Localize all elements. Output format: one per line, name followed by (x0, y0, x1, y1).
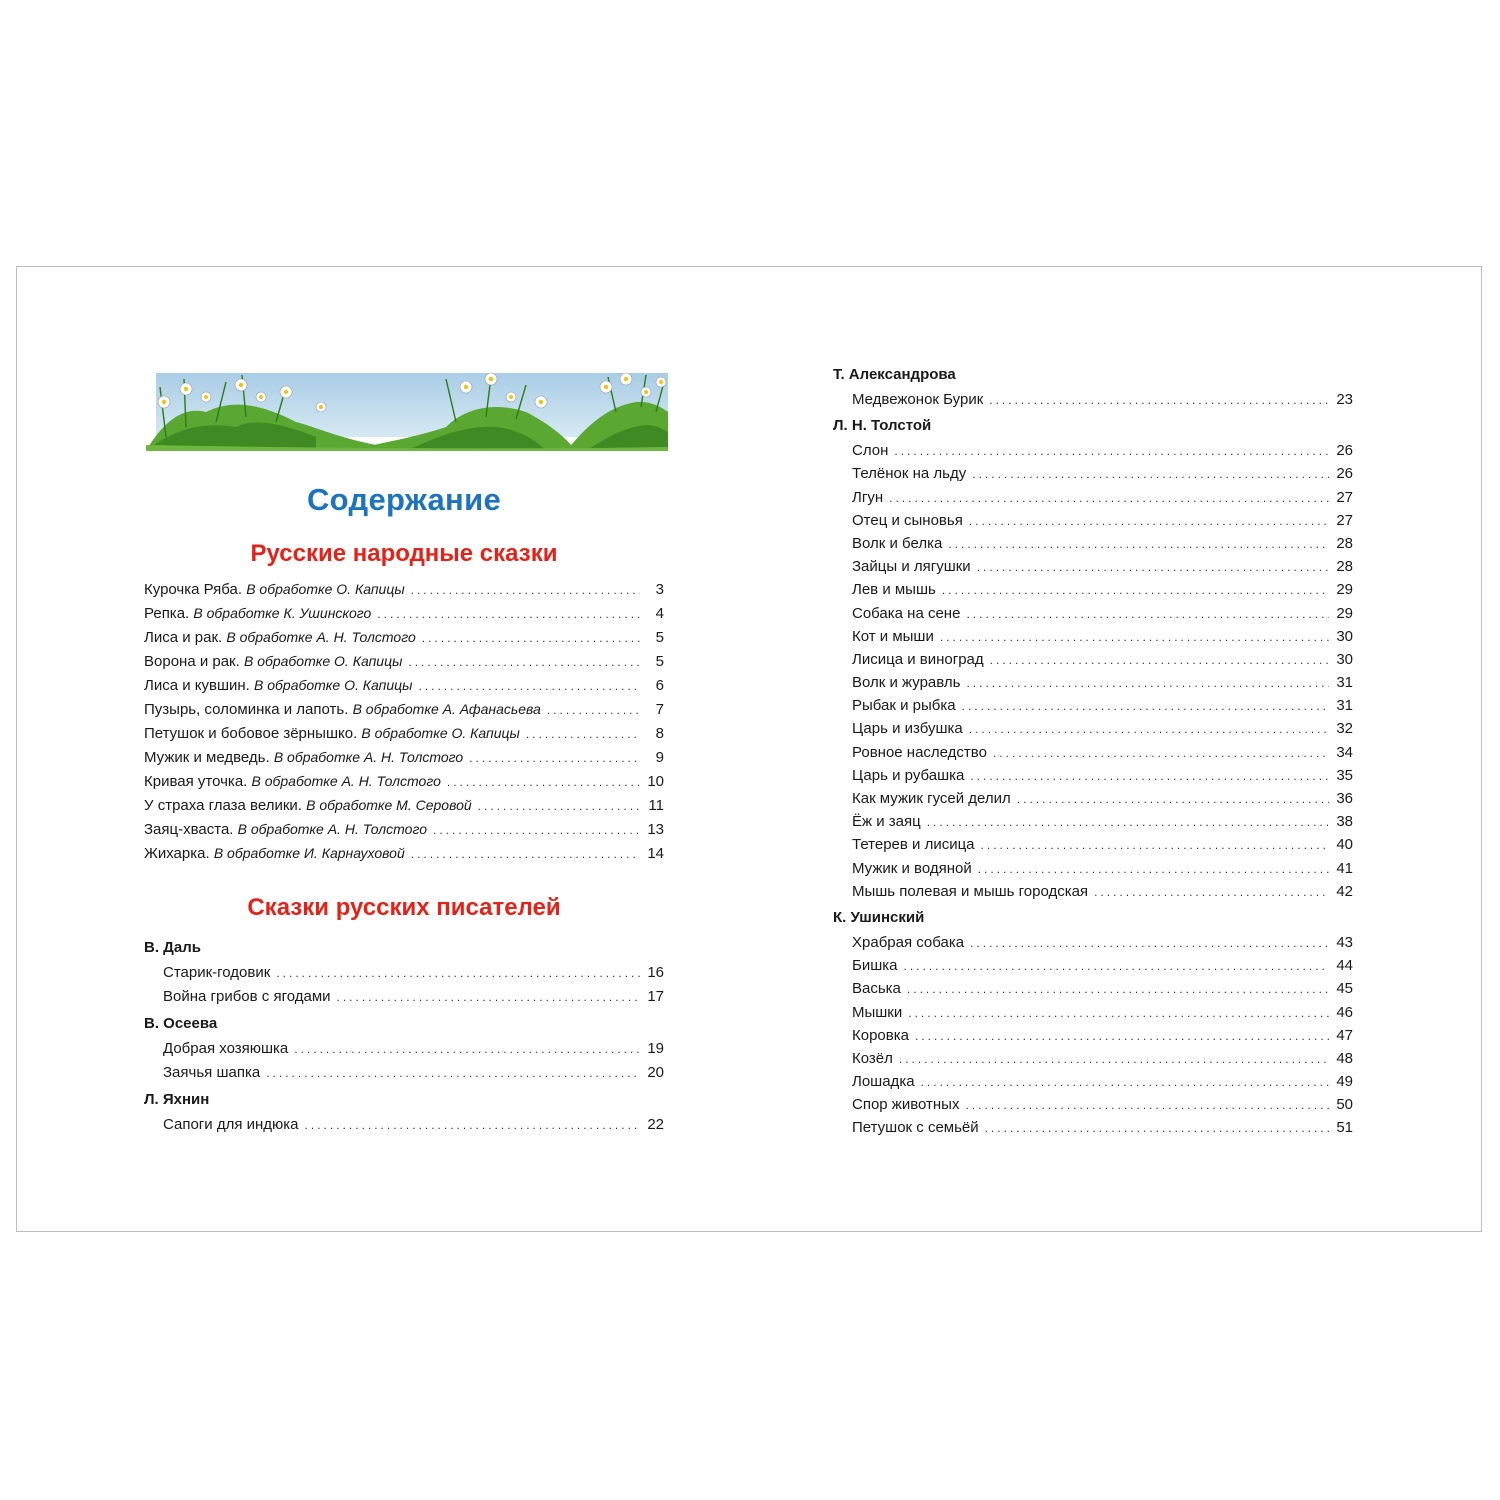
toc-entry[interactable]: Мышь полевая и мышь городская ..... 42 (833, 880, 1353, 903)
toc-folk-tales (144, 577, 664, 865)
author-name: Л. Яхнин (144, 1091, 210, 1108)
toc-entry[interactable]: Слон ..... 26 (833, 439, 1353, 462)
toc-entry[interactable]: Медвежонок Бурик ..... 23 (833, 388, 1353, 411)
toc-entry[interactable]: Заяц-хваста. В обработке А. Н. Толстого ..... 13 (144, 817, 664, 841)
author-name: К. Ушинский (833, 908, 925, 926)
toc-entry[interactable]: Васька ..... 45 (833, 977, 1353, 1000)
toc-entry[interactable]: Волк и белка ..... 28 (833, 532, 1353, 555)
toc-right (833, 360, 1353, 1140)
toc-entry[interactable]: Спор животных ..... 50 (833, 1093, 1353, 1116)
meadow-illustration (146, 367, 668, 451)
toc-entry[interactable]: Царь и рубашка ..... 35 (833, 764, 1353, 787)
toc-entry[interactable]: Царь и избушка ..... 32 (833, 717, 1353, 740)
toc-entry[interactable]: Ворона и рак. В обработке О. Капицы ..... 5 (144, 649, 664, 673)
toc-entry[interactable]: Телёнок на льду ..... 26 (833, 462, 1353, 485)
toc-entry[interactable]: Заячья шапка ..... 20 (144, 1061, 664, 1085)
toc-entry[interactable]: Лисица и виноград ..... 30 (833, 648, 1353, 671)
toc-entry[interactable]: Пузырь, соломинка и лапоть. В обработке А. Афанасьева ..... 7 (144, 697, 664, 721)
toc-entry[interactable]: Собака на сене ..... 29 (833, 602, 1353, 625)
author-name: В. Даль (144, 939, 201, 956)
toc-entry[interactable]: У страха глаза велики. В обработке М. Серовой ..... 11 (144, 793, 664, 817)
toc-entry[interactable]: Лгун ..... 27 (833, 486, 1353, 509)
toc-entry[interactable]: Курочка Ряба. В обработке О. Капицы ..... 3 (144, 577, 664, 601)
toc-entry[interactable]: Петушок с семьёй ..... 51 (833, 1116, 1353, 1139)
author-name: В. Осеева (144, 1015, 218, 1032)
toc-entry[interactable]: Храбрая собака ..... 43 (833, 931, 1353, 954)
toc-entry[interactable]: Бишка ..... 44 (833, 954, 1353, 977)
section-heading-folk-tales: Русские народные сказки (250, 540, 558, 567)
toc-entry[interactable]: Козёл ..... 48 (833, 1047, 1353, 1070)
toc-entry[interactable]: Лиса и кувшин. В обработке О. Капицы ..... 6 (144, 673, 664, 697)
toc-entry[interactable]: Зайцы и лягушки ..... 28 (833, 555, 1353, 578)
toc-entry[interactable]: Тетерев и лисица ..... 40 (833, 833, 1353, 856)
toc-entry[interactable]: Отец и сыновья ..... 27 (833, 509, 1353, 532)
toc-entry[interactable]: Мышки ..... 46 (833, 1001, 1353, 1024)
section-heading-writers-tales: Сказки русских писателей (247, 894, 561, 921)
page-title: Содержание (307, 482, 501, 517)
toc-entry[interactable]: Волк и журавль ..... 31 (833, 671, 1353, 694)
author-name: Т. Александрова (833, 366, 956, 383)
toc-entry[interactable]: Лошадка ..... 49 (833, 1070, 1353, 1093)
toc-entry[interactable]: Ровное наследство ..... 34 (833, 741, 1353, 764)
toc-entry[interactable]: Лев и мышь ..... 29 (833, 578, 1353, 601)
toc-entry[interactable]: Жихарка. В обработке И. Карнауховой ..... 14 (144, 841, 664, 865)
toc-entry[interactable]: Мужик и медведь. В обработке А. Н. Толстого ..... 9 (144, 745, 664, 769)
toc-entry[interactable]: Рыбак и рыбка ..... 31 (833, 694, 1353, 717)
toc-entry[interactable]: Лиса и рак. В обработке А. Н. Толстого ..... 5 (144, 625, 664, 649)
toc-entry[interactable]: Кот и мыши ..... 30 (833, 625, 1353, 648)
toc-entry[interactable]: Война грибов с ягодами ..... 17 (144, 985, 664, 1009)
book-spread (16, 266, 1482, 1232)
toc-entry[interactable]: Как мужик гусей делил ..... 36 (833, 787, 1353, 810)
toc-entry[interactable]: Ёж и заяц ..... 38 (833, 810, 1353, 833)
toc-entry[interactable]: Добрая хозяюшка ..... 19 (144, 1037, 664, 1061)
author-name: Л. Н. Толстой (833, 417, 932, 435)
toc-entry[interactable]: Петушок и бобовое зёрнышко. В обработке О. Капицы ..... 8 (144, 721, 664, 745)
toc-entry[interactable]: Сапоги для индюка ..... 22 (144, 1113, 664, 1137)
toc-entry[interactable]: Репка. В обработке К. Ушинского ..... 4 (144, 601, 664, 625)
toc-entry[interactable]: Старик-годовик ..... 16 (144, 961, 664, 985)
toc-writers-tales (144, 933, 664, 1137)
toc-entry[interactable]: Мужик и водяной ..... 41 (833, 857, 1353, 880)
toc-entry[interactable]: Кривая уточка. В обработке А. Н. Толстого ..... 10 (144, 769, 664, 793)
toc-entry[interactable]: Коровка ..... 47 (833, 1024, 1353, 1047)
